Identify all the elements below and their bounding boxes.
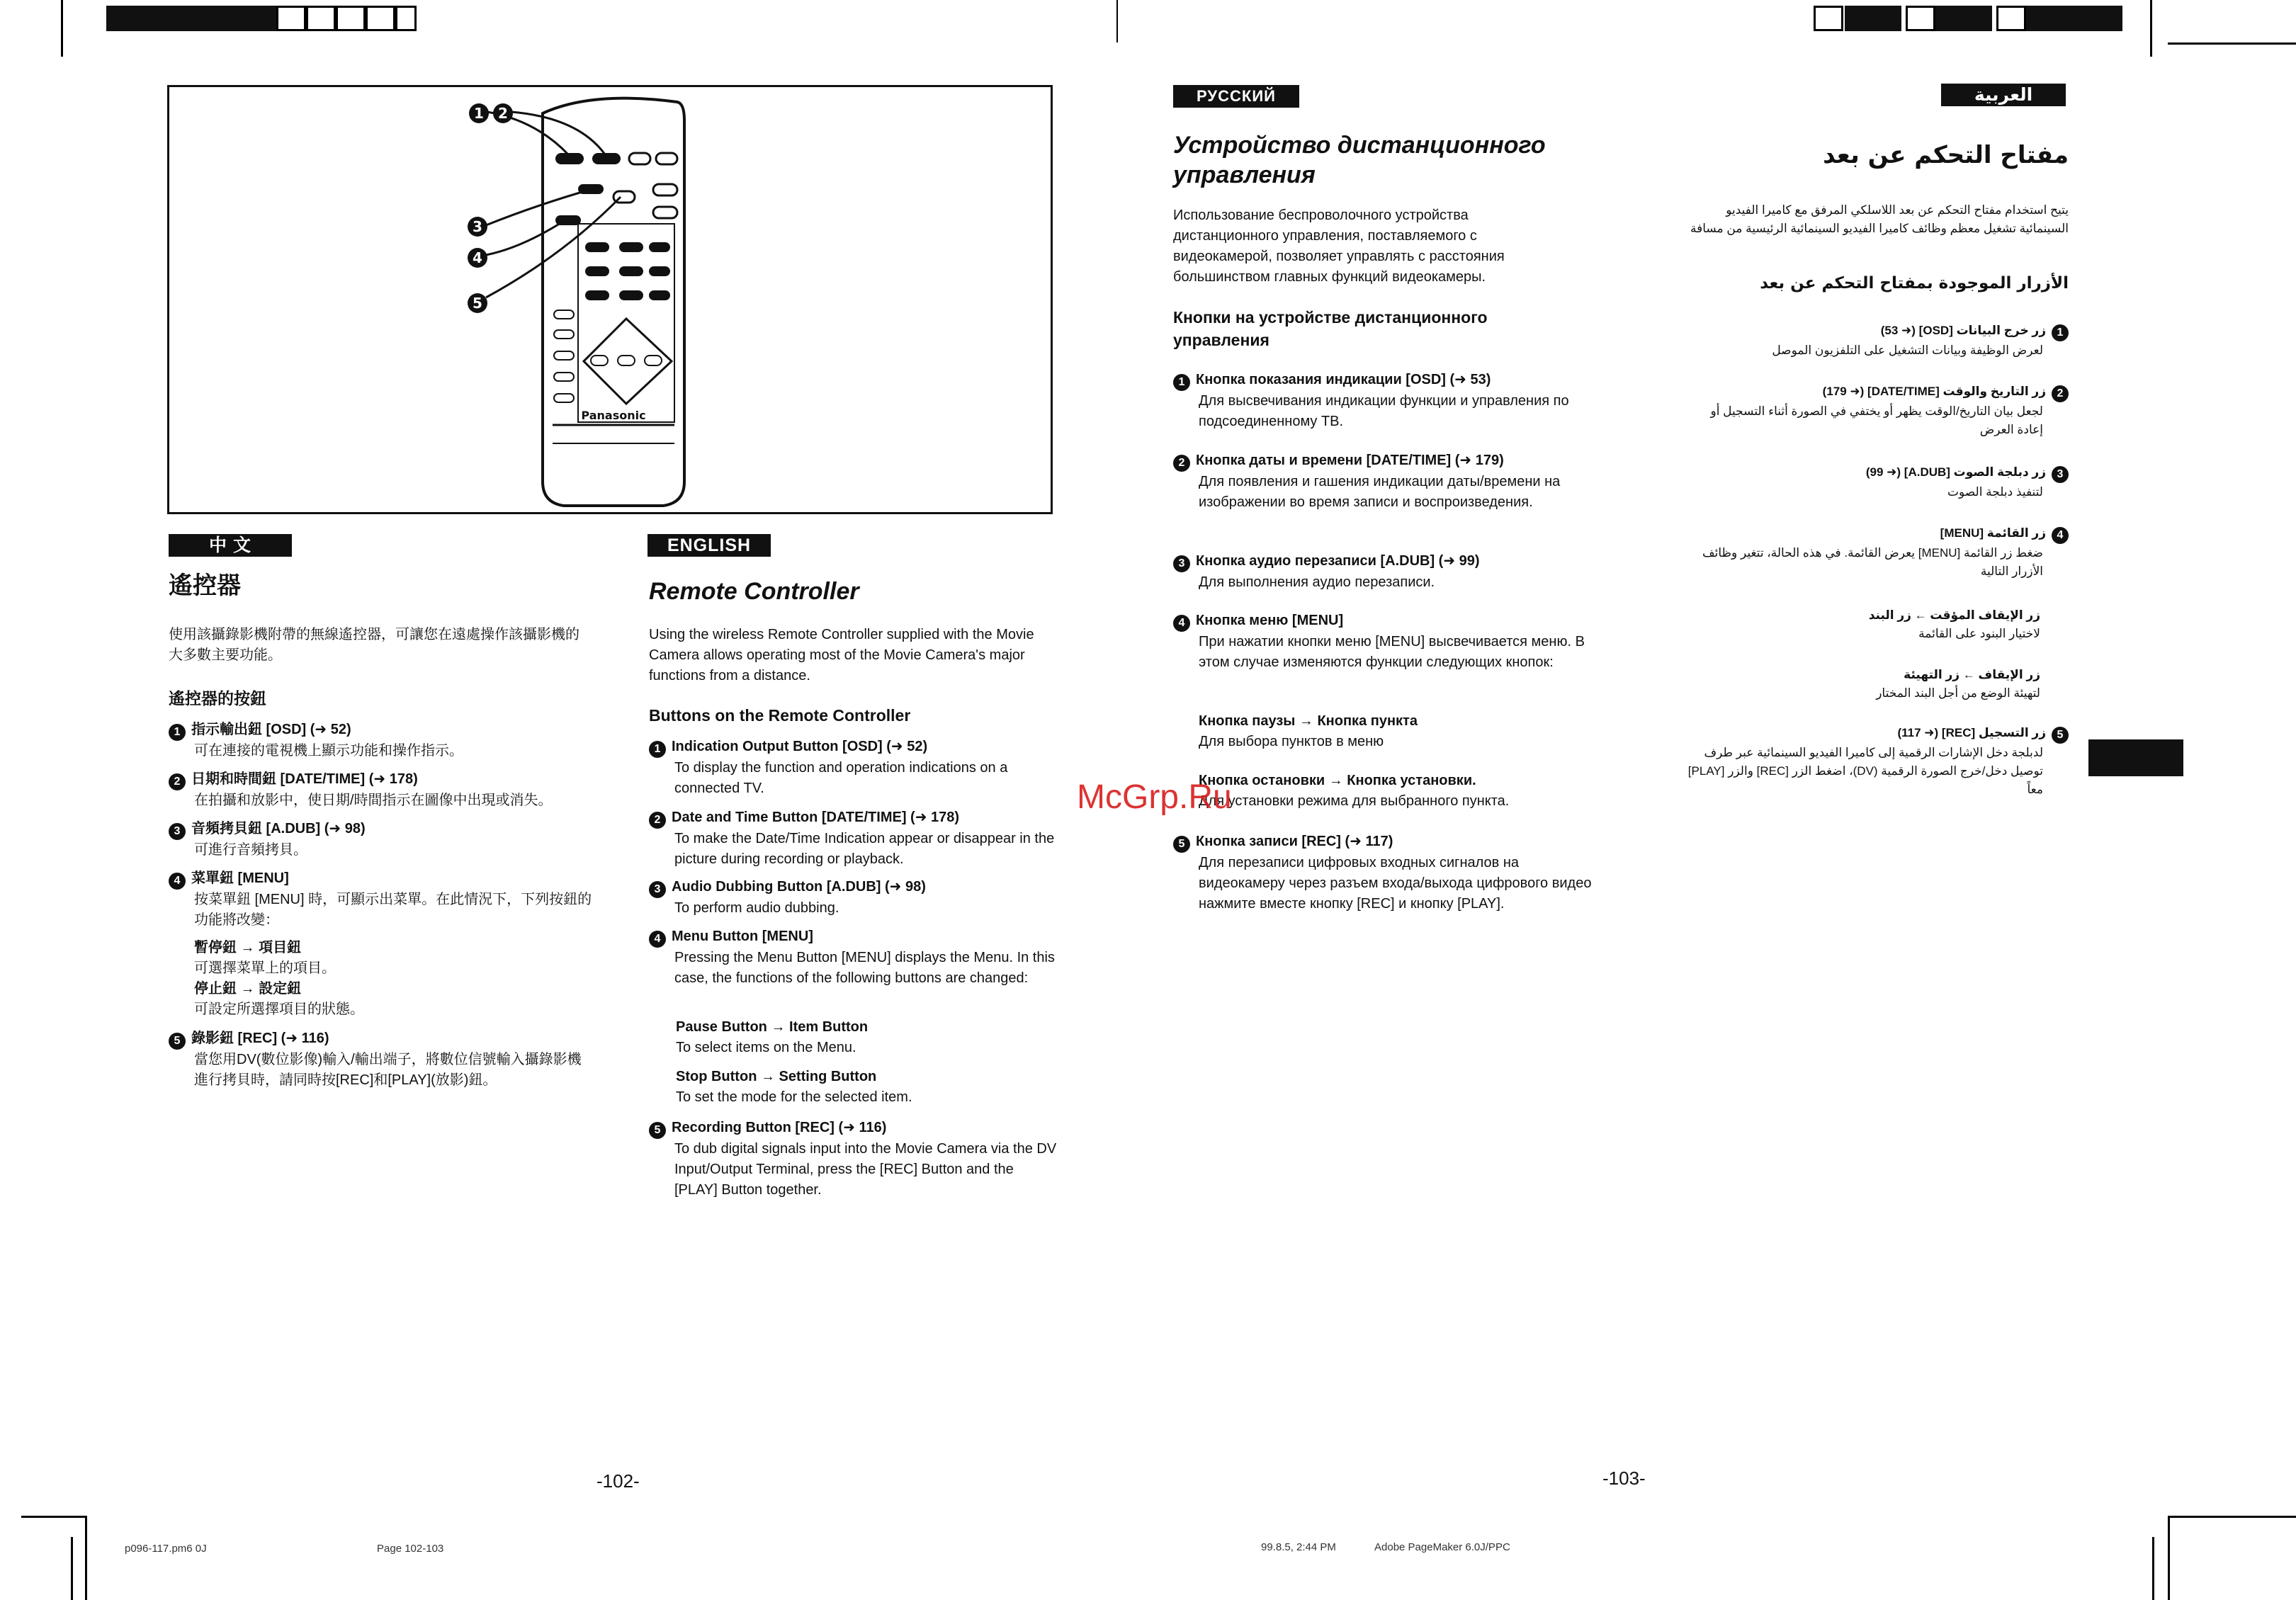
- chinese-sub-1: [194, 938, 591, 979]
- item-title: زر التاريخ والوقت [DATE/TIME] (➜ 179): [1822, 385, 2046, 398]
- photo-shot-button: [629, 153, 650, 164]
- ff-button: [649, 242, 670, 252]
- registration-strip-right: [1814, 6, 2122, 31]
- crop-mark: [2150, 0, 2152, 57]
- item-description: 按菜單鈕 [MENU] 時，可顯示出菜單。在此情況下，下列按鈕的功能將改變：: [194, 892, 592, 928]
- arabic-item-4: [1686, 524, 2069, 581]
- english-sub-2: [676, 1067, 1058, 1108]
- watermark: McGrp.Ru: [1077, 778, 1232, 816]
- item-description: لعرض الوظيفة وبيانات التشغيل على التلفزيون الموصل: [1772, 344, 2043, 357]
- number-badge: 1: [169, 724, 186, 741]
- item-description: لتنفيذ دبلجة الصوت: [1947, 485, 2043, 499]
- item-title: Indication Output Button [OSD] (➜ 52): [672, 739, 928, 754]
- russian-buttons-heading: Кнопки на устройстве дистанционного управления: [1173, 308, 1488, 349]
- number-badge: 1: [1173, 374, 1190, 391]
- sub-title: 暫停鈕 → 項目鈕: [194, 940, 302, 955]
- number-badge: 5: [1173, 836, 1190, 853]
- chinese-intro: 使用該攝錄影機附帶的無線遙控器，可讓您在遠處操作該攝影機的大多數主要功能。: [169, 627, 579, 663]
- arabic-item-5: [1672, 724, 2069, 799]
- item-description: To perform audio dubbing.: [674, 900, 839, 916]
- russian-item-4: [1173, 611, 1598, 673]
- item-title: 指示輸出鈕 [OSD] (➜ 52): [191, 722, 351, 737]
- number-badge: 4: [169, 873, 186, 890]
- remote-brand: Panasonic: [581, 409, 646, 422]
- callout-1: [469, 103, 489, 123]
- sub-description: To select items on the Menu.: [676, 1040, 856, 1055]
- crop-mark: [1116, 0, 1118, 42]
- english-item-5: [649, 1118, 1060, 1201]
- item-title: 菜單鈕 [MENU]: [191, 870, 289, 886]
- sub-title: Pause Button → Item Button: [676, 1019, 869, 1035]
- crop-mark: [85, 1516, 87, 1600]
- number-badge: 2: [1173, 455, 1190, 472]
- sub-description: Для установки режима для выбранного пункта.: [1199, 793, 1510, 809]
- arabic-item-1: [1686, 322, 2069, 360]
- svg-text:1: 1: [474, 105, 484, 122]
- item-title: Audio Dubbing Button [A.DUB] (➜ 98): [672, 879, 926, 895]
- number-badge: 4: [2052, 527, 2069, 544]
- callout-2: [493, 103, 513, 123]
- registration-strip-left: [106, 6, 415, 31]
- sub-description: 可設定所選擇項目的狀態。: [194, 1002, 364, 1017]
- item-title: Кнопка аудио перезаписи [A.DUB] (➜ 99): [1196, 553, 1480, 569]
- item-title: Кнопка меню [MENU]: [1196, 613, 1344, 628]
- arabic-intro: يتيح استخدام مفتاح التحكم عن بعد اللاسلكي المرفق مع كاميرا الفيديو السينمائية تشغيل معظم وظائف كاميرا الفيديو السينمائية الرئيسية من مسافة: [1690, 203, 2069, 235]
- crop-mark: [2168, 42, 2296, 45]
- arabic-item-2: [1686, 382, 2069, 439]
- start-stop-button: [656, 153, 677, 164]
- number-badge: 2: [2052, 385, 2069, 402]
- rew-button: [585, 242, 609, 252]
- item-description: Pressing the Menu Button [MENU] displays the Menu. In this case, the functions of the following buttons are changed:: [674, 950, 1055, 986]
- item-description: При нажатии кнопки меню [MENU] высвечивается меню. В этом случае изменяются функции следующих кнопок:: [1199, 634, 1585, 670]
- russian-language-tag: РУССКИЙ ЯЗЫК: [1173, 85, 1299, 108]
- item-description: To make the Date/Time Indication appear or disappear in the picture during recording or playback.: [674, 831, 1055, 867]
- english-buttons-heading: Buttons on the Remote Controller: [649, 706, 911, 725]
- item-description: لجعل بيان التاريخ/الوقت يظهر أو يختفي في الصورة أثناء التسجيل أو إعادة العرض: [1710, 404, 2043, 436]
- item-title: زر خرج البيانات [OSD] (➜ 53): [1880, 324, 2046, 337]
- russian-title: Устройство дистанционного управления: [1173, 132, 1546, 188]
- item-description: 可進行音頻拷貝。: [194, 842, 307, 858]
- chinese-title: 遙控器: [169, 572, 241, 600]
- svg-text:2: 2: [498, 105, 508, 122]
- footer-file: p096-117.pm6 0J: [125, 1543, 207, 1555]
- arabic-sub-2: [1686, 666, 2040, 703]
- number-badge: 4: [1173, 615, 1190, 632]
- number-badge: 2: [169, 773, 186, 790]
- english-item-4: [649, 926, 1060, 989]
- russian-item-2: [1173, 450, 1598, 513]
- sub-description: 可選擇菜單上的項目。: [194, 960, 336, 976]
- english-language-tag: ENGLISH: [647, 534, 771, 557]
- svg-text:4: 4: [473, 249, 482, 266]
- item-description: To display the function and operation indications on a connected TV.: [674, 760, 1008, 796]
- date-time-button: [592, 153, 621, 164]
- russian-sub-1: [1199, 711, 1595, 752]
- callout-5: [468, 293, 487, 313]
- item-description: Для появления и гашения индикации даты/времени на изображении во время записи и воспроизведения.: [1199, 474, 1561, 510]
- crop-mark: [61, 0, 63, 57]
- english-intro: Using the wireless Remote Controller supplied with the Movie Camera allows operating most of the Movie Camera's major functions from a distance.: [649, 627, 1034, 683]
- section-thumb-tab: [2088, 739, 2183, 776]
- crop-mark: [71, 1537, 73, 1600]
- sub-description: Для выбора пунктов в меню: [1199, 734, 1384, 749]
- number-badge: 1: [2052, 324, 2069, 341]
- russian-item-5: [1173, 832, 1598, 914]
- crop-mark: [2168, 1516, 2296, 1518]
- russian-sub-2: [1199, 771, 1595, 812]
- sub-description: To set the mode for the selected item.: [676, 1089, 912, 1105]
- callout-3: [468, 217, 487, 237]
- footer-app: Adobe PageMaker 6.0J/PPC: [1374, 1541, 1510, 1553]
- chinese-buttons-heading: 遙控器的按鈕: [169, 689, 266, 708]
- arabic-language-tag: العربية: [1941, 84, 2066, 106]
- arabic-buttons-heading: الأزرار الموجودة بمفتاح التحكم عن بعد: [1760, 274, 2069, 293]
- sub-title: 停止鈕 → 設定鈕: [194, 981, 302, 997]
- crop-mark: [2152, 1537, 2154, 1600]
- chinese-item-3: [169, 819, 594, 861]
- number-badge: 3: [649, 881, 666, 898]
- number-badge: 4: [649, 931, 666, 948]
- number-badge: 3: [1173, 555, 1190, 572]
- sub-description: لاختيار البنود على القائمة: [1918, 627, 2040, 640]
- number-badge: 3: [169, 823, 186, 840]
- sub-title: زر الإيقاف ← زر التهيئة: [1904, 668, 2040, 681]
- chinese-sub-2: [194, 979, 591, 1020]
- zoom-t-button: [653, 184, 677, 195]
- number-badge: 5: [2052, 727, 2069, 744]
- item-title: Recording Button [REC] (➜ 116): [672, 1120, 887, 1135]
- sub-title: Stop Button → Setting Button: [676, 1069, 877, 1084]
- english-item-2: [649, 807, 1060, 870]
- item-title: Кнопка даты и времени [DATE/TIME] (➜ 179): [1196, 453, 1504, 468]
- item-title: Кнопка показания индикации [OSD] (➜ 53): [1196, 372, 1491, 387]
- item-title: زر التسجيل [REC] (➜ 117): [1897, 726, 2046, 739]
- arabic-sub-1: [1686, 606, 2040, 643]
- sub-title: Кнопка паузы → Кнопка пункта: [1199, 713, 1418, 729]
- number-badge: 2: [649, 812, 666, 829]
- russian-item-1: [1173, 370, 1598, 432]
- page-number-left: -102-: [596, 1470, 640, 1492]
- svg-text:5: 5: [473, 295, 482, 312]
- chinese-item-5: [169, 1028, 594, 1091]
- callout-4: [468, 248, 487, 268]
- number-badge: 1: [649, 741, 666, 758]
- arabic-title: مفتاح التحكم عن بعد: [1823, 141, 2069, 169]
- svg-text:3: 3: [473, 218, 482, 235]
- sub-title: زر الإيقاف المؤقت ← زر البند: [1868, 608, 2040, 622]
- item-title: Menu Button [MENU]: [672, 929, 813, 944]
- item-description: 當您用DV(數位影像)輸入/輸出端子，將數位信號輸入攝錄影機進行拷貝時，請同時按[REC]和[PLAY](放影)鈕。: [194, 1052, 582, 1088]
- footer-pages: Page 102-103: [377, 1543, 444, 1555]
- footer-timestamp: 99.8.5, 2:44 PM: [1261, 1541, 1336, 1553]
- crop-mark: [21, 1516, 85, 1518]
- play-button: [619, 242, 643, 252]
- russian-item-3: [1173, 551, 1598, 593]
- item-title: 音頻拷貝鈕 [A.DUB] (➜ 98): [191, 821, 366, 836]
- item-title: Кнопка записи [REC] (➜ 117): [1196, 834, 1393, 849]
- item-description: Для выполнения аудио перезаписи.: [1199, 574, 1435, 590]
- item-description: Для высвечивания индикации функции и управления по подсоединенному ТВ.: [1199, 393, 1569, 429]
- item-description: 可在連接的電視機上顯示功能和操作指示。: [194, 743, 463, 759]
- russian-intro: Использование беспроволочного устройства дистанционного управления, поставляемого с видеокамерой, позволяет управлять с расстояния большинством главных функций видеокамеры.: [1173, 208, 1505, 285]
- sub-title: Кнопка остановки → Кнопка установки.: [1199, 773, 1476, 788]
- item-title: زر دبلجة الصوت [A.DUB] (➜ 99): [1865, 465, 2046, 479]
- item-description: To dub digital signals input into the Movie Camera via the DV Input/Output Terminal, press the [REC] Button and the [PLAY] Button together.: [674, 1141, 1057, 1198]
- item-description: 在拍攝和放影中，使日期/時間指示在圖像中出現或消失。: [194, 793, 553, 808]
- english-item-1: [649, 737, 1060, 799]
- page-number-right: -103-: [1602, 1468, 1646, 1489]
- osd-button: [555, 153, 584, 164]
- item-description: لدبلجة دخل الإشارات الرقمية إلى كاميرا الفيديو السينمائية عبر طرف توصيل دخل/خرج الصورة الرقمية (DV)، اضغط الزر [REC] والزر [PLAY] معاً: [1687, 746, 2043, 796]
- crop-mark: [2168, 1516, 2170, 1600]
- item-title: زر القائمة [MENU]: [1940, 526, 2046, 540]
- chinese-language-tag: 中 文: [169, 534, 292, 557]
- chinese-item-1: [169, 720, 594, 761]
- item-title: Date and Time Button [DATE/TIME] (➜ 178): [672, 810, 960, 825]
- number-badge: 3: [2052, 466, 2069, 483]
- arabic-item-3: [1686, 463, 2069, 501]
- zoom-w-button: [653, 207, 677, 218]
- chinese-item-4: [169, 868, 594, 931]
- item-title: 錄影鈕 [REC] (➜ 116): [191, 1031, 329, 1046]
- item-title: 日期和時間鈕 [DATE/TIME] (➜ 178): [191, 771, 418, 787]
- sub-description: لتهيئة الوضع من أجل البند المختار: [1876, 686, 2040, 700]
- number-badge: 5: [649, 1122, 666, 1139]
- item-description: ضغط زر القائمة [MENU] يعرض القائمة. في هذه الحالة، تتغير وظائف الأزرار التالية: [1702, 546, 2043, 578]
- chinese-item-2: [169, 769, 594, 811]
- english-title: Remote Controller: [649, 578, 859, 605]
- english-item-3: [649, 877, 1060, 919]
- number-badge: 5: [169, 1033, 186, 1050]
- english-sub-1: [676, 1017, 1058, 1058]
- remote-illustration: [167, 85, 1053, 514]
- item-description: Для перезаписи цифровых входных сигналов на видеокамеру через разъем входа/выхода цифрового видео нажмите вместе кнопку [REC] и кнопку [PLAY].: [1199, 855, 1592, 912]
